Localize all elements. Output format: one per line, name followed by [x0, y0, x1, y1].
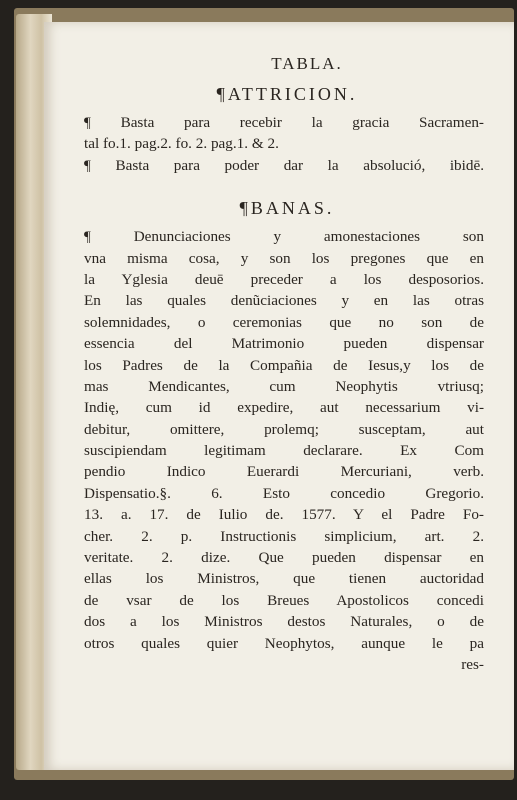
text-line: ¶ Basta para recebir la gracia Sacramen-: [84, 114, 484, 131]
text-line: cher. 2. p. Instructionis simplicium, art. 2.: [84, 527, 484, 545]
section-title-banas: ¶BANAS.: [239, 198, 335, 219]
text-line: pendio Indico Euerardi Mercuriani, verb.: [84, 463, 484, 481]
catchword: res-: [461, 655, 484, 673]
text-line: Dispensatio.§. 6. Esto concedio Gregorio.: [84, 484, 484, 502]
page-text: [84, 46, 484, 675]
text-line: ¶ Denunciaciones y amonestaciones son: [84, 228, 484, 246]
text-line: solemnidades, o ceremonias que no son de: [84, 313, 484, 331]
text-line: 13. a. 17. de Iulio de. 1577. Y el Padre Fo-: [84, 506, 484, 524]
text-line: suscipiendam legitimam declarare. Ex Com: [84, 442, 484, 460]
text-line: ellas los Ministros, que tienen auctoridad: [84, 570, 484, 588]
text-line: de vsar de los Breues Apostolicos concedi: [84, 591, 484, 609]
text-line: debitur, omittere, prolemq; susceptam, aut: [84, 420, 484, 438]
text-line: la Yglesia deuē preceder a los desposorios.: [84, 270, 484, 288]
text-line: los Padres de la Compañia de Iesus,y los de: [84, 356, 484, 374]
text-line: vna misma cosa, y son los pregones que en: [84, 249, 484, 267]
text-line: dos a los Ministros destos Naturales, o de: [84, 613, 484, 631]
section-title-attricion: ¶ATTRICION.: [216, 84, 358, 104]
text-line: otros quales quier Neophytos, aunque le pa: [84, 634, 484, 652]
text-line: veritate. 2. dize. Que pueden dispensar en: [84, 549, 484, 567]
running-head: TABLA.: [271, 54, 343, 73]
text-line: essencia del Matrimonio pueden dispensar: [84, 335, 484, 353]
text-line: Indię, cum id expedire, aut necessarium vi-: [84, 399, 484, 417]
text-line: ¶ Basta para poder dar la absolució, ibidē.: [84, 156, 484, 174]
text-line: mas Mendicantes, cum Neophytis vtriusq;: [84, 377, 484, 395]
text-line: tal fo.1. pag.2. fo. 2. pag.1. & 2.: [84, 135, 279, 153]
text-line: En las quales denũciaciones y en las otras: [84, 292, 484, 310]
